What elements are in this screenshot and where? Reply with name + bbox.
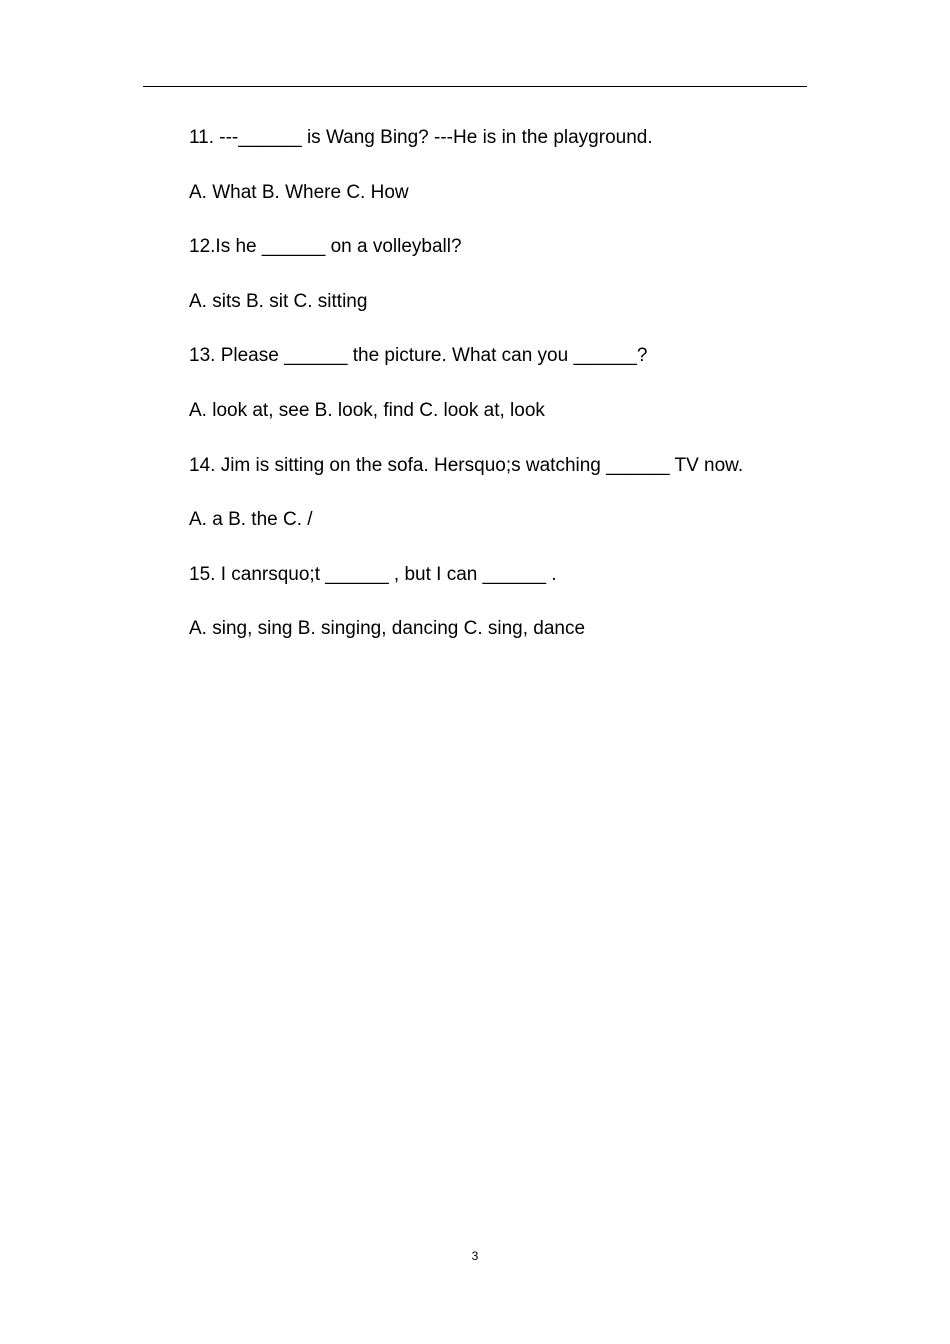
question-12-options: A. sits B. sit C. sitting: [189, 290, 368, 312]
header-rule: [143, 86, 807, 87]
question-13-stem: 13. Please ______ the picture. What can you ______?: [189, 345, 648, 367]
question-15-stem: 15. I canrsquo;t ______ , but I can ______ .: [189, 563, 557, 585]
question-11-options: A. What B. Where C. How: [189, 181, 409, 203]
question-14-stem: 14. Jim is sitting on the sofa. Hersquo;s watching ______ TV now.: [189, 454, 744, 476]
question-15-options: A. sing, sing B. singing, dancing C. sing, dance: [189, 618, 586, 640]
page-number: 3: [471, 1249, 479, 1263]
question-12-stem: 12.Is he ______ on a volleyball?: [189, 236, 462, 258]
question-14-options: A. a B. the C. /: [189, 509, 313, 531]
question-list: [189, 124, 829, 670]
question-11-stem: 11. ---______ is Wang Bing? ---He is in the playground.: [189, 127, 653, 148]
question-13-options: A. look at, see B. look, find C. look at, look: [189, 399, 545, 421]
